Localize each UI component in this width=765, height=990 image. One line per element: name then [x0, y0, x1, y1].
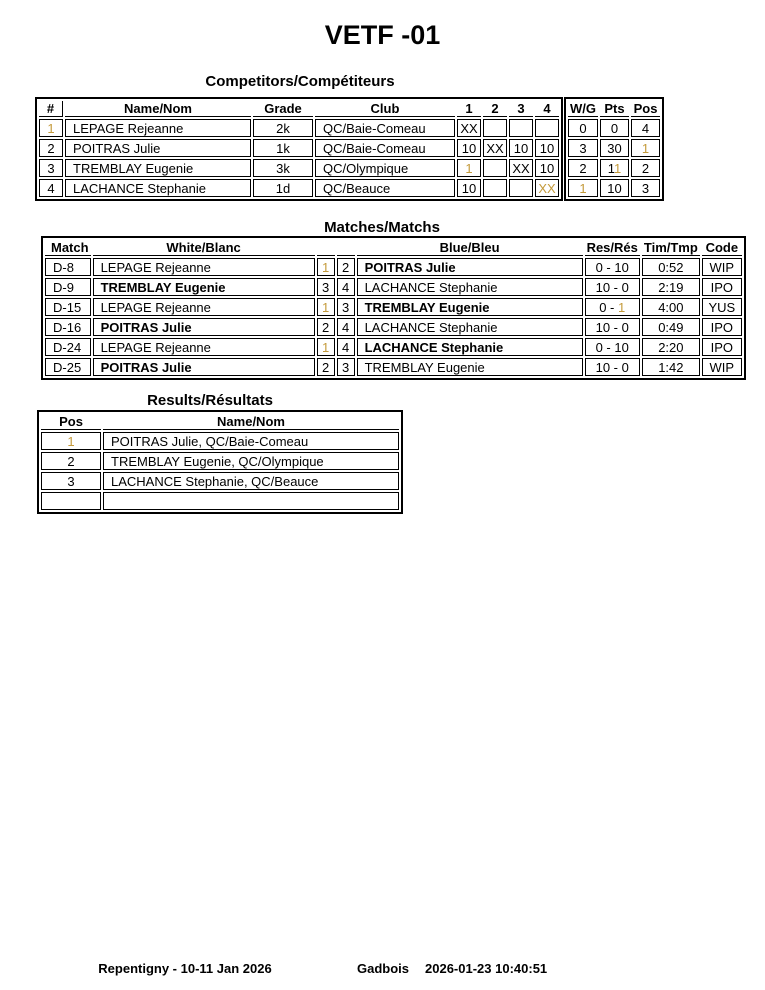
highlighted-value: 1 — [465, 160, 473, 176]
code-column-header: Code — [702, 240, 742, 256]
highlighted-value: 1 — [321, 339, 330, 355]
competitors-header-1: Name/Nom — [65, 101, 251, 117]
blue-player-name: POITRAS Julie — [357, 258, 583, 276]
white-player-name: POITRAS Julie — [93, 318, 315, 336]
blue-player-name: LACHANCE Stephanie — [357, 278, 583, 296]
footer-right — [357, 961, 547, 976]
wins-value — [568, 179, 598, 197]
white-player-number: 2 — [317, 318, 335, 336]
highlighted-value: 1 — [47, 120, 55, 136]
match-code: WIP — [702, 258, 742, 276]
result-row — [41, 452, 399, 470]
competitor-club: QC/Baie-Comeau — [315, 119, 455, 137]
competitors-section — [35, 97, 664, 201]
competitors-heading: Competitors/Compétiteurs — [205, 73, 395, 90]
name-column-header: Name/Nom — [103, 414, 399, 430]
results-table — [37, 410, 403, 514]
highlighted-value: 1 — [641, 140, 650, 156]
results-heading: Results/Résultats — [147, 392, 273, 409]
blue-column-header: Blue/Bleu — [357, 240, 583, 256]
match-time: 1:42 — [642, 358, 700, 376]
competitor-name: LACHANCE Stephanie — [65, 179, 251, 197]
match-column-header: Match — [45, 240, 91, 256]
match-time: 2:20 — [642, 338, 700, 356]
event-name-and-date: Repentigny - 10-11 Jan 2026 — [98, 961, 272, 976]
highlighted-value: XX — [538, 180, 556, 196]
position-value: 4 — [631, 119, 660, 137]
competitors-header-7: 4 — [535, 101, 559, 117]
blue-player-number: 4 — [337, 318, 355, 336]
result-vs-2: XX — [483, 139, 507, 157]
position-value: 2 — [631, 159, 660, 177]
standings-row — [568, 159, 660, 177]
blue-player-name: TREMBLAY Eugenie — [357, 358, 583, 376]
competitors-table — [35, 97, 563, 201]
match-time: 2:19 — [642, 278, 700, 296]
white-player-name: LEPAGE Rejeanne — [93, 298, 315, 316]
match-id: D-9 — [45, 278, 91, 296]
match-row — [45, 278, 742, 296]
result-vs-1: XX — [457, 119, 481, 137]
page-title: VETF -01 — [324, 20, 441, 50]
blue-player-number: 4 — [337, 338, 355, 356]
highlighted-value: 1 — [321, 299, 330, 315]
blue-player-number: 2 — [337, 258, 355, 276]
white-player-name: TREMBLAY Eugenie — [93, 278, 315, 296]
result-vs-4: 10 — [535, 159, 559, 177]
competitor-grade: 2k — [253, 119, 313, 137]
result-position: 3 — [41, 472, 101, 490]
generated-timestamp: 2026-01-23 10:40:51 — [425, 961, 548, 976]
competitor-row — [39, 119, 559, 137]
match-id: D-8 — [45, 258, 91, 276]
white-player-name: POITRAS Julie — [93, 358, 315, 376]
match-time: 4:00 — [642, 298, 700, 316]
blue-player-number: 4 — [337, 278, 355, 296]
result-vs-1: 10 — [457, 139, 481, 157]
match-result: 10 - 0 — [585, 278, 640, 296]
result-vs-2 — [483, 159, 507, 177]
competitor-name: TREMBLAY Eugenie — [65, 159, 251, 177]
competitors-header-5: 2 — [483, 101, 507, 117]
blue-player-number: 3 — [337, 358, 355, 376]
competitors-standings-table — [564, 97, 664, 201]
competitor-club: QC/Baie-Comeau — [315, 139, 455, 157]
white-player-name: LEPAGE Rejeanne — [93, 258, 315, 276]
match-code: IPO — [702, 278, 742, 296]
competitors-header-2: Grade — [253, 101, 313, 117]
match-row — [45, 338, 742, 356]
competitor-grade: 1k — [253, 139, 313, 157]
result-position — [41, 492, 101, 510]
standings-header-0: W/G — [570, 101, 596, 116]
result-vs-1 — [457, 159, 481, 177]
match-id: D-24 — [45, 338, 91, 356]
result-vs-2 — [483, 179, 507, 197]
wins-value: 0 — [568, 119, 598, 137]
points-value: 11 — [600, 159, 629, 177]
competitor-number: 2 — [39, 139, 63, 157]
result-vs-3: XX — [509, 159, 533, 177]
operator-name: Gadbois — [357, 961, 410, 976]
result-vs-3: 10 — [509, 139, 533, 157]
match-id: D-16 — [45, 318, 91, 336]
match-result: 0 - 1 — [585, 298, 640, 316]
white-player-number — [317, 298, 335, 316]
competitor-grade: 1d — [253, 179, 313, 197]
result-name: LACHANCE Stephanie, QC/Beauce — [103, 472, 399, 490]
match-row — [45, 298, 742, 316]
time-column-header: Tim/Tmp — [643, 240, 698, 255]
match-code: IPO — [702, 318, 742, 336]
competitors-header-row — [39, 101, 559, 117]
highlighted-value: 1 — [321, 259, 330, 275]
blue-player-name: LACHANCE Stephanie — [357, 318, 583, 336]
competitor-row — [39, 139, 559, 157]
points-value: 10 — [600, 179, 629, 197]
match-code: WIP — [702, 358, 742, 376]
blue-player-name: LACHANCE Stephanie — [357, 338, 583, 356]
match-code: YUS — [702, 298, 742, 316]
result-row — [41, 472, 399, 490]
match-time: 0:49 — [642, 318, 700, 336]
white-player-number: 2 — [317, 358, 335, 376]
match-result: 0 - 10 — [585, 338, 640, 356]
result-name: TREMBLAY Eugenie, QC/Olympique — [103, 452, 399, 470]
matches-heading: Matches/Matchs — [324, 219, 440, 236]
wins-value: 2 — [568, 159, 598, 177]
match-row — [45, 358, 742, 376]
result-vs-4 — [535, 119, 559, 137]
competitor-number: 3 — [39, 159, 63, 177]
match-row — [45, 318, 742, 336]
highlighted-value: 1 — [579, 180, 587, 196]
highlighted-value: 1 — [614, 160, 622, 176]
standings-row — [568, 139, 660, 157]
result-row — [41, 492, 399, 510]
competitor-row — [39, 159, 559, 177]
white-player-number — [317, 258, 335, 276]
result-position — [41, 432, 101, 450]
white-number-column-header — [317, 240, 335, 256]
competitor-club: QC/Olympique — [315, 159, 455, 177]
blue-player-name: TREMBLAY Eugenie — [357, 298, 583, 316]
competitor-name: POITRAS Julie — [65, 139, 251, 157]
blue-player-number: 3 — [337, 298, 355, 316]
result-column-header: Res/Rés — [586, 240, 638, 255]
competitors-header-4: 1 — [457, 101, 481, 117]
competitors-header-6: 3 — [509, 101, 533, 117]
white-player-number: 3 — [317, 278, 335, 296]
result-name — [103, 492, 399, 510]
standings-header-2: Pos — [631, 101, 660, 117]
standings-header-1: Pts — [600, 101, 629, 117]
result-position: 2 — [41, 452, 101, 470]
match-row — [45, 258, 742, 276]
result-vs-1: 10 — [457, 179, 481, 197]
match-time: 0:52 — [642, 258, 700, 276]
match-result: 10 - 0 — [585, 318, 640, 336]
standings-row — [568, 119, 660, 137]
result-row — [41, 432, 399, 450]
matches-header-row — [45, 240, 742, 256]
result-vs-4 — [535, 179, 559, 197]
match-result: 0 - 10 — [585, 258, 640, 276]
position-value: 3 — [631, 179, 660, 197]
competitor-number: 4 — [39, 179, 63, 197]
competitor-number — [39, 119, 63, 137]
competitor-grade: 3k — [253, 159, 313, 177]
pos-column-header: Pos — [41, 414, 101, 430]
competitor-club: QC/Beauce — [315, 179, 455, 197]
result-vs-3 — [509, 179, 533, 197]
competitor-name: LEPAGE Rejeanne — [65, 119, 251, 137]
result-vs-2 — [483, 119, 507, 137]
white-player-number — [317, 338, 335, 356]
standings-row — [568, 179, 660, 197]
match-id: D-15 — [45, 298, 91, 316]
white-player-name: LEPAGE Rejeanne — [93, 338, 315, 356]
wins-value: 3 — [568, 139, 598, 157]
results-header-row — [41, 414, 399, 430]
competitors-header-3: Club — [315, 101, 455, 117]
white-column-header: White/Blanc — [93, 240, 315, 256]
result-name: POITRAS Julie, QC/Baie-Comeau — [103, 432, 399, 450]
match-result: 10 - 0 — [585, 358, 640, 376]
competitor-row — [39, 179, 559, 197]
match-id: D-25 — [45, 358, 91, 376]
position-value — [631, 139, 660, 157]
points-value: 30 — [600, 139, 629, 157]
competitors-header-0: # — [39, 101, 63, 117]
result-vs-3 — [509, 119, 533, 137]
matches-table — [41, 236, 746, 380]
highlighted-value: 1 — [618, 299, 626, 315]
blue-number-column-header — [337, 240, 355, 256]
highlighted-value: 1 — [67, 433, 75, 449]
result-vs-4: 10 — [535, 139, 559, 157]
match-code: IPO — [702, 338, 742, 356]
points-value: 0 — [600, 119, 629, 137]
standings-header-row — [568, 101, 660, 117]
